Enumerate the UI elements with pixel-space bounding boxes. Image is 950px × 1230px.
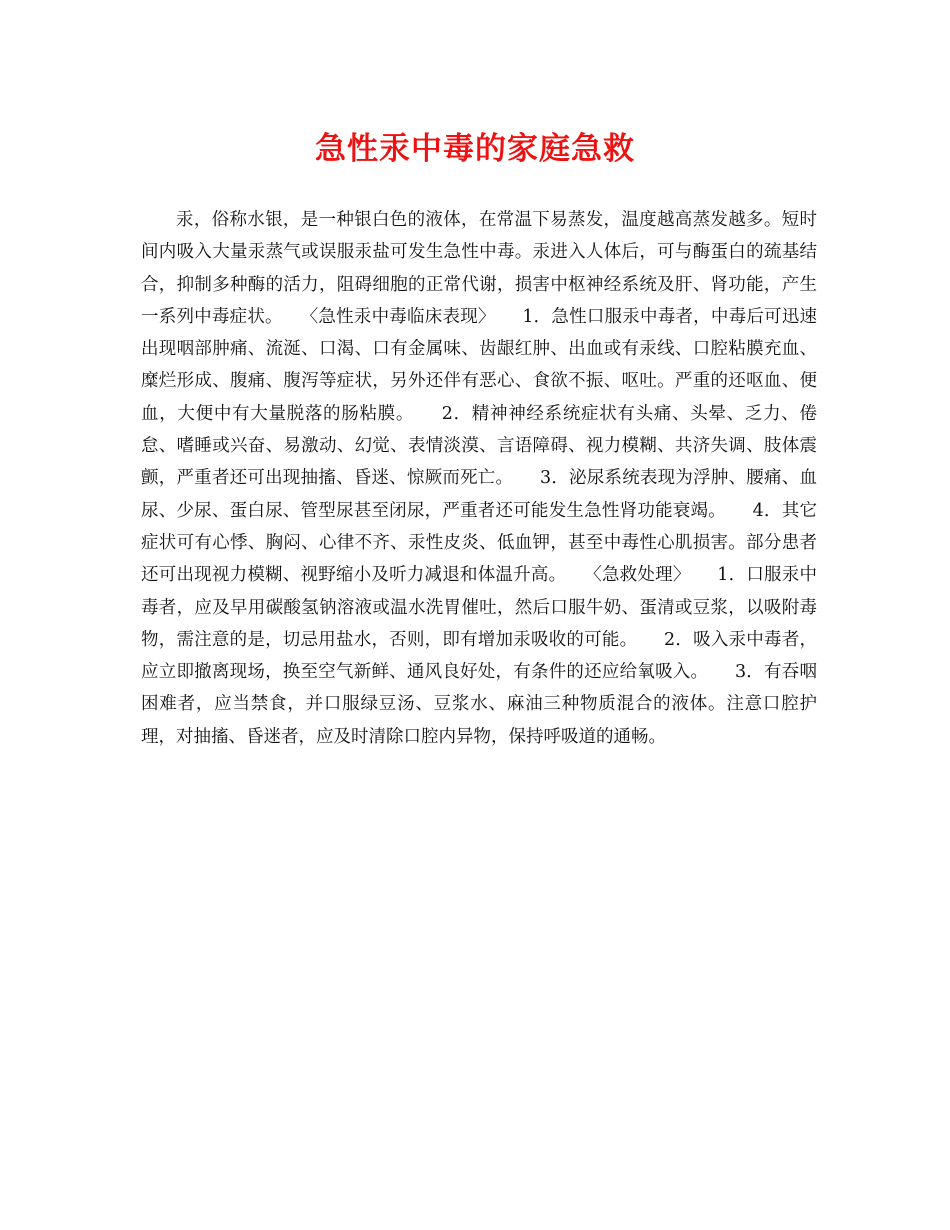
document-body: 汞，俗称水银，是一种银白色的液体，在常温下易蒸发，温度越高蒸发越多。短时间内吸入大量汞蒸气或误服汞盐可发生急性中毒。汞进入人体后，可与酶蛋白的巯基结合，抑制多种酶的活力，阻碍细胞的正常代谢，损害中枢神经系统及肝、肾功能，产生一系列中毒症状。 〈急性汞中毒临床表现〉 1．急性口服汞中毒者，中毒后可迅速出现咽部肿痛、流涎、口渴、口有金属味、齿龈红肿、出血或有汞线、口腔粘膜充血、糜烂形成、腹痛、腹泻等症状，另外还伴有恶心、食欲不振、呕吐。严重的还呕血、便血，大便中有大量脱落的肠粘膜。 2．精神神经系统症状有头痛、头晕、乏力、倦怠、嗜睡或兴奋、易激动、幻觉、表情淡漠、言语障碍、视力模糊、共济失调、肢体震颤，严重者还可出现抽搐、昏迷、惊厥而死亡。 3．泌尿系统表现为浮肿、腰痛、血尿、少尿、蛋白尿、管型尿甚至闭尿，严重者还可能发生急性肾功能衰竭。 4．其它症状可有心悸、胸闷、心律不齐、汞性皮炎、低血钾，甚至中毒性心肌损害。部分患者还可出现视力模糊、视野缩小及听力减退和体温升高。 〈急救处理〉 1．口服汞中毒者，应及早用碳酸氢钠溶液或温水洗胃催吐，然后口服牛奶、蛋清或豆浆，以吸附毒物，需注意的是，切忌用盐水，否则，即有增加汞吸收的可能。 2．吸入汞中毒者，应立即撤离现场，换至空气新鲜、通风良好处，有条件的还应给氧吸入。 3．有吞咽困难者，应当禁食，并口服绿豆汤、豆浆水、麻油三种物质混合的液体。注意口腔护理，对抽搐、昏迷者，应及时清除口腔内异物，保持呼吸道的通畅。	[141, 210, 817, 747]
document-title: 急性汞中毒的家庭急救	[315, 131, 635, 167]
